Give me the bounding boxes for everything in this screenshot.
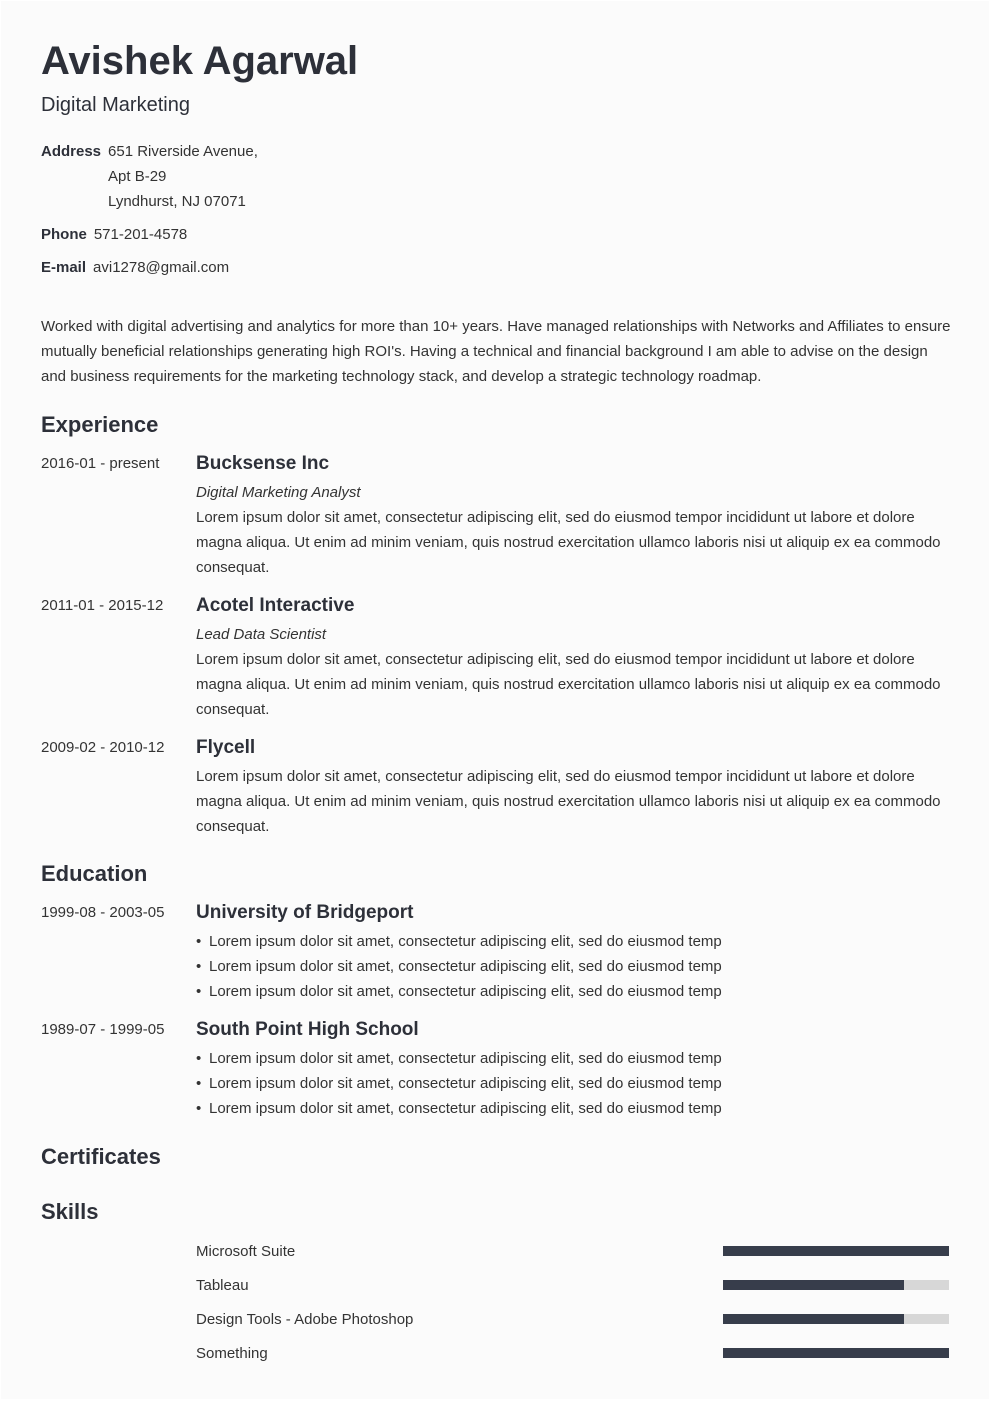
skill-level-bar — [723, 1314, 949, 1324]
address-row — [41, 139, 949, 214]
education-dates: 1999-08 - 2003-05 — [41, 904, 165, 921]
job-description: Lorem ipsum dolor sit amet, consectetur adipiscing elit, sed do eiusmod tempor incididunt ut labore et dolore magna aliqua. Ut enim ad minim veniam, quis nostrud exercitation ullamco laboris nisi ut aliquip ex ea commodo consequat. — [196, 509, 941, 576]
certificates-heading: Certificates — [41, 1144, 161, 1169]
resume-page — [1, 1, 989, 1399]
experience-heading: Experience — [41, 412, 159, 437]
list-item — [196, 1096, 949, 1121]
bullet-text: Lorem ipsum dolor sit amet, consectetur adipiscing elit, sed do eiusmod temp — [209, 958, 722, 975]
bullet-text: Lorem ipsum dolor sit amet, consectetur adipiscing elit, sed do eiusmod temp — [209, 983, 722, 1000]
skill-name: Design Tools - Adobe Photoshop — [196, 1310, 414, 1328]
skills-heading: Skills — [41, 1199, 99, 1224]
education-body — [196, 902, 949, 1004]
bullet-marker: • — [196, 1100, 202, 1117]
experience-list — [41, 453, 949, 839]
job-role: Digital Marketing Analyst — [196, 484, 361, 501]
email-label: E-mail — [41, 259, 87, 276]
education-list — [41, 902, 949, 1121]
bullet-marker: • — [196, 933, 202, 950]
phone-row — [41, 222, 949, 247]
address-line: Lyndhurst, NJ 07071 — [108, 193, 246, 210]
school-name: South Point High School — [196, 1019, 419, 1040]
education-bullets — [196, 929, 949, 1004]
experience-dates: 2009-02 - 2010-12 — [41, 739, 165, 756]
profile-summary: Worked with digital advertising and analytics for more than 10+ years. Have managed relationships with Networks and Affiliates to ensure mutually beneficial relationships generating high ROI's. Having a technical and financial background I am able to advise on the design and business requirements for the marketing technology stack, and develop a strategic technology roadmap. — [41, 318, 951, 385]
skill-row — [196, 1336, 949, 1370]
skill-row — [196, 1268, 949, 1302]
skills-list — [41, 1234, 949, 1370]
education-heading: Education — [41, 861, 148, 886]
skill-level-fill — [723, 1280, 904, 1290]
list-item — [196, 954, 949, 979]
email-row — [41, 255, 949, 280]
company-name: Bucksense Inc — [196, 453, 330, 474]
job-title: Digital Marketing — [41, 94, 190, 116]
address-line: 651 Riverside Avenue, — [108, 143, 258, 160]
education-bullets — [196, 1046, 949, 1121]
experience-body — [196, 453, 949, 580]
bullet-marker: • — [196, 958, 202, 975]
skill-level-fill — [723, 1246, 949, 1256]
skill-name: Tableau — [196, 1276, 249, 1294]
list-item — [196, 979, 949, 1004]
skill-row — [196, 1234, 949, 1268]
bullet-text: Lorem ipsum dolor sit amet, consectetur adipiscing elit, sed do eiusmod temp — [209, 1050, 722, 1067]
skill-row — [196, 1302, 949, 1336]
company-name: Flycell — [196, 737, 256, 758]
address-label: Address — [41, 143, 102, 160]
education-dates: 1989-07 - 1999-05 — [41, 1021, 165, 1038]
experience-entry — [41, 453, 949, 580]
skill-name: Microsoft Suite — [196, 1242, 296, 1260]
skill-level-fill — [723, 1348, 949, 1358]
phone-value: 571-201-4578 — [93, 226, 188, 243]
list-item — [196, 1046, 949, 1071]
company-name: Acotel Interactive — [196, 595, 355, 616]
contact-block — [41, 139, 949, 280]
job-description: Lorem ipsum dolor sit amet, consectetur adipiscing elit, sed do eiusmod tempor incididunt ut labore et dolore magna aliqua. Ut enim ad minim veniam, quis nostrud exercitation ullamco laboris nisi ut aliquip ex ea commodo consequat. — [196, 768, 941, 835]
phone-label: Phone — [41, 226, 87, 243]
experience-body — [196, 595, 949, 722]
skill-level-fill — [723, 1314, 904, 1324]
bullet-marker: • — [196, 1075, 202, 1092]
job-description: Lorem ipsum dolor sit amet, consectetur adipiscing elit, sed do eiusmod tempor incididunt ut labore et dolore magna aliqua. Ut enim ad minim veniam, quis nostrud exercitation ullamco laboris nisi ut aliquip ex ea commodo consequat. — [196, 651, 941, 718]
job-role: Lead Data Scientist — [196, 626, 327, 643]
address-value — [108, 139, 258, 214]
skill-level-bar — [723, 1348, 949, 1358]
bullet-text: Lorem ipsum dolor sit amet, consectetur adipiscing elit, sed do eiusmod temp — [209, 933, 722, 950]
address-line: Apt B-29 — [108, 168, 167, 185]
email-value: avi1278@gmail.com — [93, 259, 230, 276]
skill-level-bar — [723, 1280, 949, 1290]
experience-entry — [41, 737, 949, 839]
list-item — [196, 1071, 949, 1096]
bullet-text: Lorem ipsum dolor sit amet, consectetur adipiscing elit, sed do eiusmod temp — [209, 1075, 722, 1092]
experience-dates: 2011-01 - 2015-12 — [41, 597, 164, 614]
skill-name: Something — [196, 1344, 268, 1362]
school-name: University of Bridgeport — [196, 902, 414, 923]
bullet-text: Lorem ipsum dolor sit amet, consectetur adipiscing elit, sed do eiusmod temp — [209, 1100, 722, 1117]
education-entry — [41, 902, 949, 1004]
experience-entry — [41, 595, 949, 722]
experience-body — [196, 737, 949, 839]
bullet-marker: • — [196, 983, 202, 1000]
education-entry — [41, 1019, 949, 1121]
list-item — [196, 929, 949, 954]
bullet-marker: • — [196, 1050, 202, 1067]
skill-level-bar — [723, 1246, 949, 1256]
education-body — [196, 1019, 949, 1121]
experience-dates: 2016-01 - present — [41, 455, 160, 472]
candidate-name: Avishek Agarwal — [41, 39, 359, 83]
